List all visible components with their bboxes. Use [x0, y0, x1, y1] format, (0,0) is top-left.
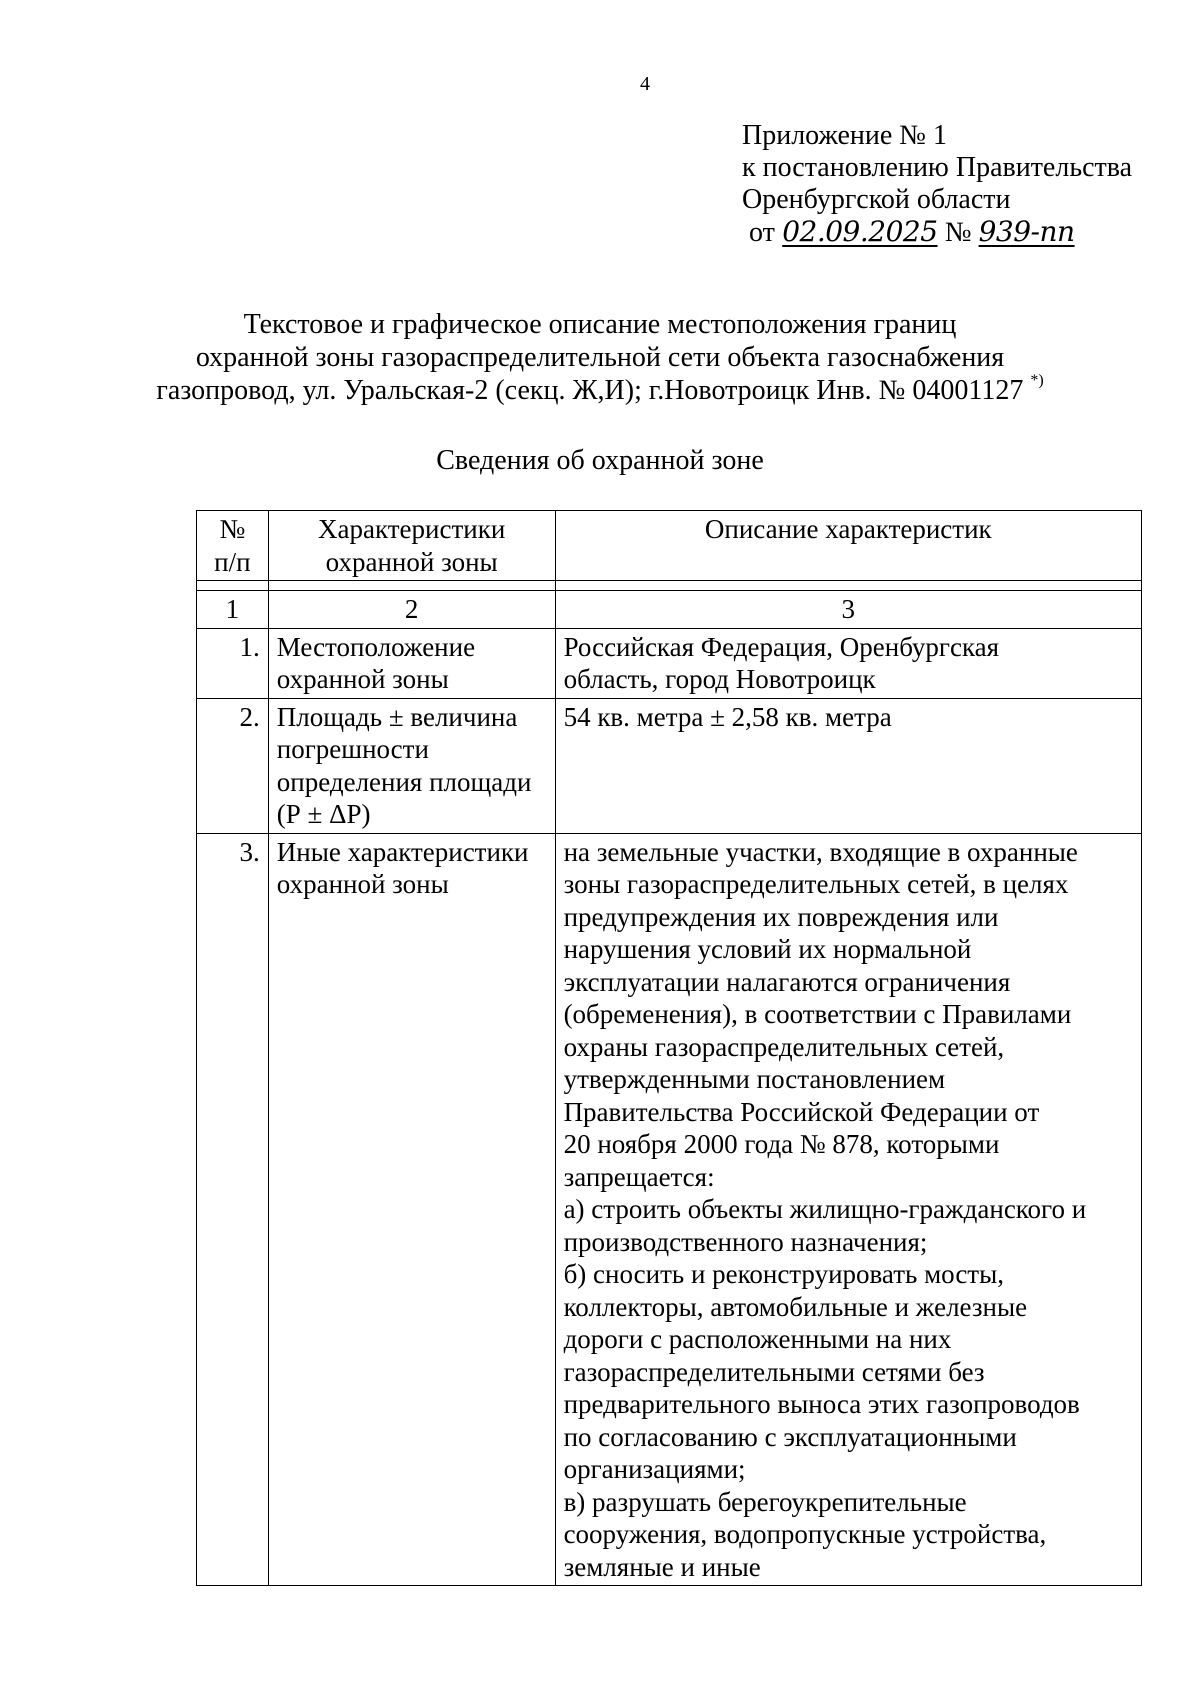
characteristic-line: охранной зоны [276, 664, 449, 694]
title-line-2: охранной зоны газораспределительной сети объекта газоснабжения [195, 342, 1005, 373]
page-number: 4 [640, 73, 650, 95]
row-number: 2. [197, 698, 269, 833]
row-characteristic [268, 628, 555, 698]
annex-number-label: № [944, 217, 972, 248]
gap-cell [268, 581, 555, 591]
section-subtitle: Сведения об охранной зоне [436, 445, 764, 476]
annex-line-1: Приложение № 1 [742, 120, 947, 151]
description-line: запрещается: [563, 1161, 715, 1192]
description-line: организациями; [563, 1454, 746, 1484]
description-line: Правительства Российской Федерации от [563, 1096, 1040, 1127]
description-line: земляные и иные [563, 1551, 761, 1582]
column-number: 3 [555, 591, 1141, 629]
description-line: нарушения условий их нормальной [563, 934, 972, 964]
description-line: (обременения), в соответствии с Правилами [563, 999, 1072, 1029]
description-line: дороги с расположенными на них [563, 1324, 952, 1354]
characteristic-line: Площадь ± величина [276, 701, 518, 732]
characteristic-line: погрешности [276, 734, 429, 764]
description-line: производственного назначения; [563, 1226, 928, 1257]
description-line: по согласованию с эксплуатационными [563, 1421, 1017, 1452]
description-line: сооружения, водопропускные устройства, [563, 1519, 1047, 1549]
table-row [197, 698, 1142, 833]
description-line: предварительного выноса этих газопроводов [563, 1389, 1080, 1419]
row-number: 3. [197, 833, 269, 1586]
header-characteristics-line: Характеристики [318, 514, 506, 544]
column-number: 2 [268, 591, 555, 629]
row-description [555, 833, 1141, 1586]
gap-cell [197, 581, 269, 591]
description-line: б) сносить и реконструировать мосты, [563, 1259, 1004, 1289]
description-line: в) разрушать берегоукрепительные [563, 1486, 967, 1517]
description-line: 54 кв. метра ± 2,58 кв. метра [563, 701, 892, 732]
table-row [197, 833, 1142, 1586]
header-num-line: № [219, 514, 246, 544]
characteristic-line: Иные характеристики [276, 836, 529, 867]
handwritten-date: 02.09.2025 [782, 215, 938, 248]
annex-date-line [742, 216, 1132, 249]
title-line-1: Текстовое и графическое описание местоположения границ [243, 309, 957, 340]
document-title [0, 308, 1200, 407]
description-line: газораспределительными сетями без [563, 1356, 985, 1387]
description-line: область, город Новотроицк [563, 664, 876, 694]
description-line: эксплуатации налагаются ограничения [563, 966, 1011, 997]
title-line-3-text: газопровод, ул. Уральская-2 (секц. Ж,И); г.Новотроицк Инв. № 04001127 [156, 375, 1024, 406]
description-line: на земельные участки, входящие в охранные [563, 836, 1078, 867]
gap-cell [555, 581, 1141, 591]
row-number: 1. [197, 628, 269, 698]
description-line: утвержденными постановлением [563, 1064, 946, 1094]
characteristic-line: (Р ± ΔР) [276, 799, 371, 829]
description-line: охраны газораспределительных сетей, [563, 1031, 1005, 1062]
table-row [197, 628, 1142, 698]
description-line: предупреждения их повреждения или [563, 901, 999, 932]
annex-line-2: к постановлению Правительства [742, 152, 1133, 183]
column-number: 1 [197, 591, 269, 629]
handwritten-number: 939-пп [978, 215, 1075, 248]
row-characteristic [268, 698, 555, 833]
description-line: а) строить объекты жилищно-гражданского и [563, 1194, 1087, 1224]
zone-info-table [196, 510, 1142, 1586]
description-line: 20 ноября 2000 года № 878, которыми [563, 1129, 1000, 1159]
characteristic-line: определения площади [276, 766, 532, 797]
header-characteristics [268, 511, 555, 581]
characteristic-line: Местоположение [276, 631, 476, 662]
annex-line-3: Оренбургской области [742, 184, 1011, 215]
row-description [555, 628, 1141, 698]
table-gap-row [197, 581, 1142, 591]
table-header-row [197, 511, 1142, 581]
title-line-3 [0, 374, 1200, 407]
characteristic-line: охранной зоны [276, 869, 449, 899]
header-num-line: п/п [214, 546, 251, 577]
header-description: Описание характеристик [555, 511, 1141, 581]
row-characteristic [268, 833, 555, 1586]
annex-header [742, 120, 1132, 249]
column-number-row [197, 591, 1142, 629]
description-line: Российская Федерация, Оренбургская [563, 631, 1000, 662]
description-line: коллекторы, автомобильные и железные [563, 1291, 1028, 1322]
annex-from-label: от [749, 217, 775, 248]
header-characteristics-line: охранной зоны [325, 546, 498, 577]
footnote-mark: *) [1030, 372, 1044, 389]
header-num [197, 511, 269, 581]
row-description [555, 698, 1141, 833]
description-line: зоны газораспределительных сетей, в целях [563, 869, 1069, 899]
